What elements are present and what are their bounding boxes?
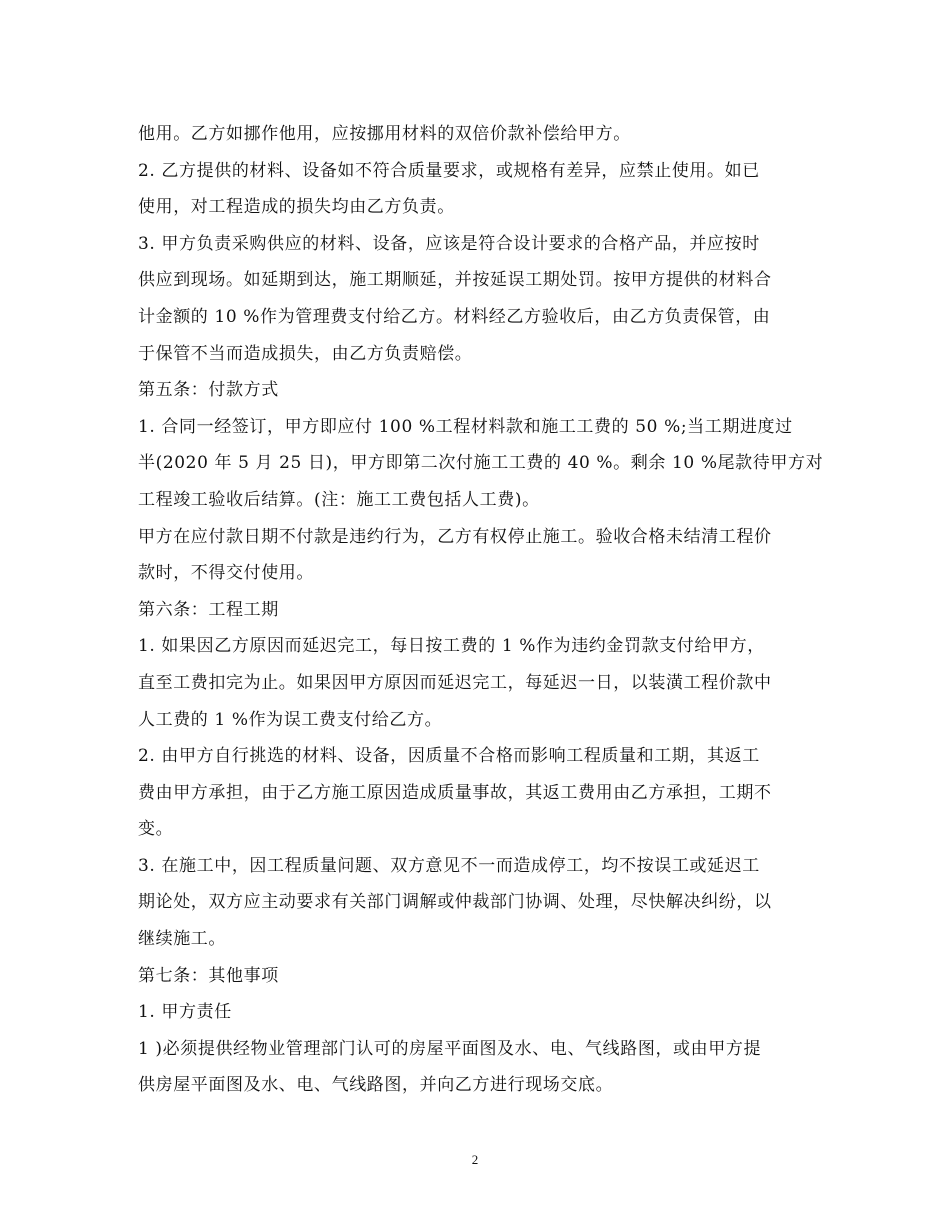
text-line: 1. 如果因乙方原因而延迟完工，每日按工费的 1 %作为违约金罚款支付给甲方， xyxy=(138,636,765,657)
text-line: 3. 甲方负责采购供应的材料、设备，应该是符合设计要求的合格产品，并应按时 xyxy=(138,233,760,254)
text-line: 计金额的 10 %作为管理费支付给乙方。材料经乙方验收后，由乙方负责保管，由 xyxy=(138,306,771,327)
text-line: 半(2020 年 5 月 25 日)，甲方即第二次付施工工费的 40 %。剩余 10 %尾款待甲方对 xyxy=(138,453,824,474)
section-heading: 第五条：付款方式 xyxy=(138,380,279,401)
text-line: 继续施工。 xyxy=(138,929,226,950)
page-number: 2 xyxy=(471,1152,479,1167)
text-line: 3. 在施工中，因工程质量问题、双方意见不一而造成停工，均不按误工或延迟工 xyxy=(138,855,760,876)
text-line: 工程竣工验收后结算。(注：施工工费包括人工费)。 xyxy=(138,489,540,510)
text-line: 1. 甲方责任 xyxy=(138,1002,232,1023)
text-line: 变。 xyxy=(138,819,174,840)
text-line: 甲方在应付款日期不付款是违约行为，乙方有权停止施工。验收合格未结清工程价 xyxy=(138,526,772,547)
text-line: 款时，不得交付使用。 xyxy=(138,563,314,584)
document-body xyxy=(138,116,824,1104)
text-line: 使用，对工程造成的损失均由乙方负责。 xyxy=(138,197,455,218)
text-line: 直至工费扣完为止。如果因甲方原因而延迟完工，每延迟一日，以装潢工程价款中 xyxy=(138,672,772,693)
text-line: 他用。乙方如挪作他用，应按挪用材料的双倍价款补偿给甲方。 xyxy=(138,124,631,144)
text-line: 期论处，双方应主动要求有关部门调解或仲裁部门协调、处理，尽快解决纠纷，以 xyxy=(138,892,772,913)
text-line: 1 )必须提供经物业管理部门认可的房屋平面图及水、电、气线路图，或由甲方提 xyxy=(138,1038,762,1059)
text-line: 费由甲方承担，由于乙方施工原因造成质量事故，其返工费用由乙方承担，工期不 xyxy=(138,782,772,803)
text-line: 1. 合同一经签订，甲方即应付 100 %工程材料款和施工工费的 50 %;当工期进度过 xyxy=(138,416,793,437)
text-line: 供应到现场。如延期到达，施工期顺延，并按延误工期处罚。按甲方提供的材料合 xyxy=(138,270,772,291)
section-heading: 第七条：其他事项 xyxy=(138,965,279,986)
text-line: 人工费的 1 %作为误工费支付给乙方。 xyxy=(138,709,443,730)
section-heading: 第六条：工程工期 xyxy=(138,599,279,620)
text-line: 供房屋平面图及水、电、气线路图，并向乙方进行现场交底。 xyxy=(138,1075,614,1096)
text-line: 2. 由甲方自行挑选的材料、设备，因质量不合格而影响工程质量和工期，其返工 xyxy=(138,746,760,767)
text-line: 于保管不当而造成损失，由乙方负责赔偿。 xyxy=(138,343,473,364)
text-line: 2. 乙方提供的材料、设备如不符合质量要求，或规格有差异，应禁止使用。如已 xyxy=(138,160,760,181)
